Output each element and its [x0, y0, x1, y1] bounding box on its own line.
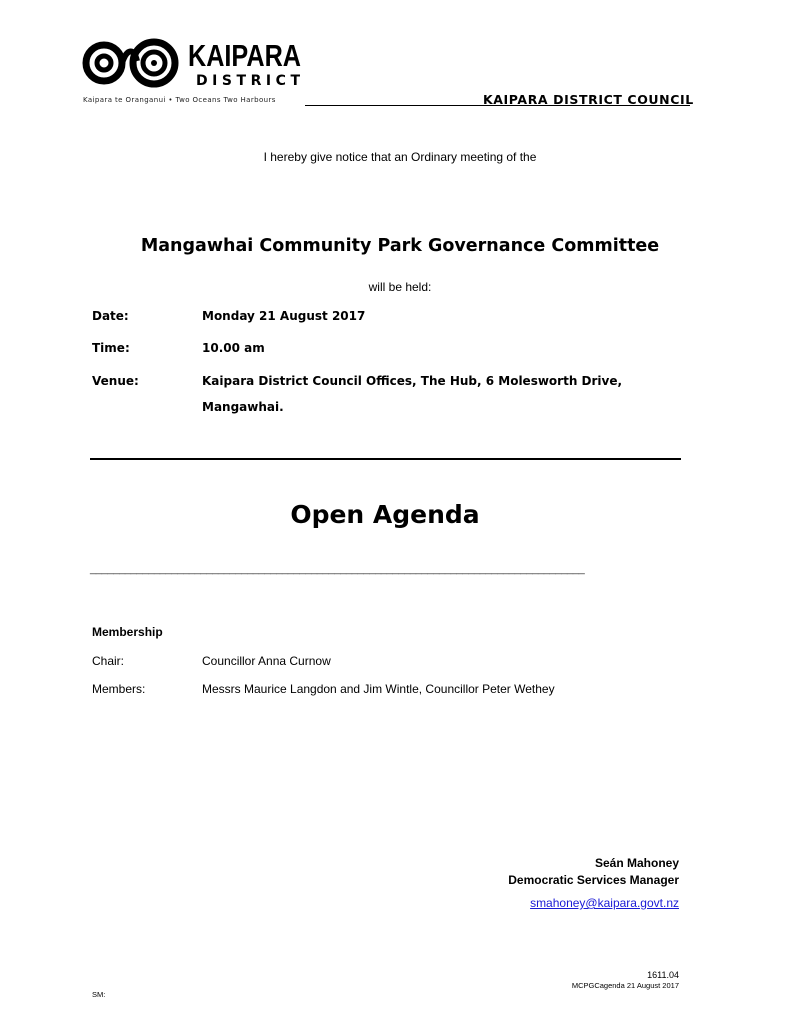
time-value: 10.00 am [202, 341, 265, 355]
membership-heading: Membership [92, 625, 163, 639]
footer-initials: SM: [92, 990, 106, 999]
signatory-name: Seán Mahoney [594, 856, 679, 870]
council-name: KAIPARA DISTRICT COUNCIL [483, 92, 694, 107]
signatory-email-link[interactable]: smahoney@kaipara.govt.nz [530, 896, 679, 910]
section-divider [90, 458, 681, 460]
kaipara-koru-logo-icon [82, 33, 307, 91]
chair-label: Chair: [92, 654, 125, 668]
notice-intro: I hereby give notice that an Ordinary meeting of the [263, 150, 537, 164]
logo-word-district: DISTRICT [196, 73, 300, 89]
agenda-underline: _____________________________________________________________________________________ [90, 563, 585, 575]
will-be-held: will be held: [368, 280, 432, 294]
logo-tagline: Kaipara te Oranganui • Two Oceans Two Harbours [83, 96, 276, 104]
kaipara-district-logo [82, 33, 307, 91]
chair-value: Councillor Anna Curnow [202, 654, 331, 668]
venue-label: Venue: [92, 374, 139, 388]
logo-word-kaipara: KAIPARA [188, 38, 301, 73]
venue-line-1: Kaipara District Council Offices, The Hub, 6 Molesworth Drive, [202, 374, 623, 388]
footer-ref-doc: MCPGCagenda 21 August 2017 [571, 981, 679, 990]
committee-name: Mangawhai Community Park Governance Committee [140, 236, 660, 256]
members-label: Members: [92, 682, 146, 696]
date-label: Date: [92, 309, 129, 323]
footer-ref-number: 1611.04 [647, 970, 679, 980]
time-label: Time: [92, 341, 130, 355]
date-value: Monday 21 August 2017 [202, 309, 366, 323]
members-value: Messrs Maurice Langdon and Jim Wintle, Councillor Peter Wethey [202, 682, 555, 696]
signatory-title: Democratic Services Manager [508, 873, 679, 887]
agenda-title: Open Agenda [290, 500, 480, 529]
venue-line-2: Mangawhai. [202, 400, 284, 414]
